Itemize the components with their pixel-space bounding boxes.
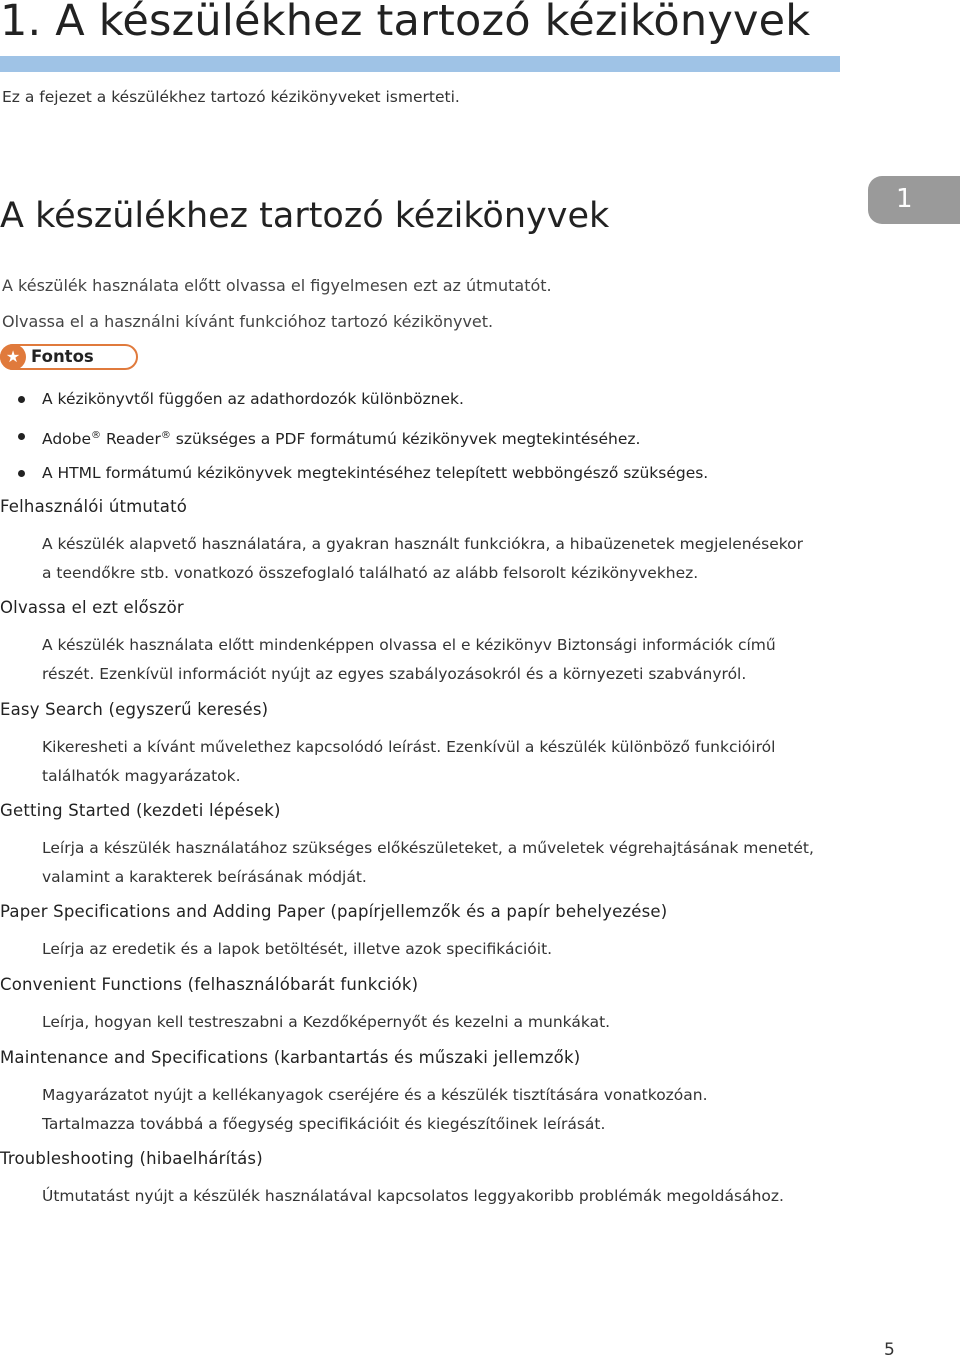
manual-title: Troubleshooting (hibaelhárítás) [0, 1149, 263, 1168]
registered-mark: ® [91, 430, 102, 441]
important-item-text: A HTML formátumú kézikönyvek megtekintéséhez telepített webböngésző szükséges. [42, 464, 709, 482]
important-label-text: Fontos [31, 347, 94, 366]
chapter-title: 1. A készülékhez tartozó kézikönyvek [0, 0, 811, 46]
bullet-icon [18, 433, 25, 440]
manual-entry [0, 975, 860, 1037]
manual-title: Easy Search (egyszerű keresés) [0, 700, 269, 719]
manual-description: Magyarázatot nyújt a kellékanyagok cseréjére és a készülék tisztítására vonatkozóan. Tartalmazza továbbá a főegység specifikációit és kiegészítőinek leírását. [42, 1086, 708, 1133]
section-paragraph: A készülék használata előtt olvassa el figyelmesen ezt az útmutatót. [2, 276, 552, 295]
important-item-text: szükséges a PDF formátumú kézikönyvek megtekintéséhez. [170, 430, 641, 449]
registered-mark: ® [160, 430, 171, 441]
chapter-title-rule [0, 56, 840, 72]
chapter-tab-marker: 1 [868, 176, 960, 224]
manual-description: Leírja, hogyan kell testreszabni a Kezdőképernyőt és kezelni a munkákat. [42, 1013, 611, 1031]
important-item-text: Reader [101, 430, 161, 449]
important-item-text: A kézikönyvtől függően az adathordozók különböznek. [42, 390, 464, 408]
manual-entry [0, 497, 860, 588]
important-list-item [0, 384, 708, 421]
star-icon: ★ [0, 344, 26, 370]
important-list-item [0, 421, 708, 458]
chapter-intro: Ez a fejezet a készülékhez tartozó kézikönyveket ismerteti. [2, 88, 460, 106]
manual-entry [0, 801, 860, 892]
important-list-item [0, 458, 708, 495]
important-note-label [0, 344, 138, 370]
manual-entry [0, 598, 860, 689]
manual-entry [0, 1048, 860, 1139]
manual-description: A készülék használata előtt mindenképpen olvassa el e kézikönyv Biztonsági információk című részét. Ezenkívül információt nyújt az egyes szabályozásokról és a környezeti szabványról. [42, 636, 776, 683]
manual-title: Paper Specifications and Adding Paper (papírjellemzők és a papír behelyezése) [0, 902, 668, 921]
important-list [0, 384, 708, 495]
manual-description: A készülék alapvető használatára, a gyakran használt funkciókra, a hibaüzenetek megjelenésekor a teendőkre stb. vonatkozó összefoglaló található az alább felsorolt kézikönyvekhez. [42, 535, 804, 582]
manual-description: Útmutatást nyújt a készülék használatával kapcsolatos leggyakoribb problémák megoldásához. [42, 1187, 784, 1205]
manual-description: Leírja az eredetik és a lapok betöltését, illetve azok specifikációit. [42, 940, 553, 958]
section-title: A készülékhez tartozó kézikönyvek [0, 196, 610, 236]
manual-title: Convenient Functions (felhasználóbarát funkciók) [0, 975, 419, 994]
manual-description: Kikeresheti a kívánt művelethez kapcsolódó leírást. Ezenkívül a készülék különböző funkcióiról találhatók magyarázatok. [42, 738, 776, 785]
manual-title: Maintenance and Specifications (karbantartás és műszaki jellemzők) [0, 1048, 581, 1067]
manual-title: Getting Started (kezdeti lépések) [0, 801, 281, 820]
manual-description: Leírja a készülék használatához szükséges előkészületeket, a műveletek végrehajtásának menetét, valamint a karakterek beírásának módját. [42, 839, 814, 886]
section-paragraph: Olvassa el a használni kívánt funkcióhoz tartozó kézikönyvet. [2, 312, 494, 331]
manual-entry [0, 902, 860, 964]
manual-title: Olvassa el ezt először [0, 598, 184, 617]
manual-entry [0, 700, 860, 791]
bullet-icon [18, 396, 25, 403]
manual-title: Felhasználói útmutató [0, 497, 188, 516]
page-number: 5 [884, 1340, 895, 1360]
important-item-text: Adobe [42, 430, 92, 449]
bullet-icon [18, 470, 25, 477]
manual-entry [0, 1149, 860, 1211]
